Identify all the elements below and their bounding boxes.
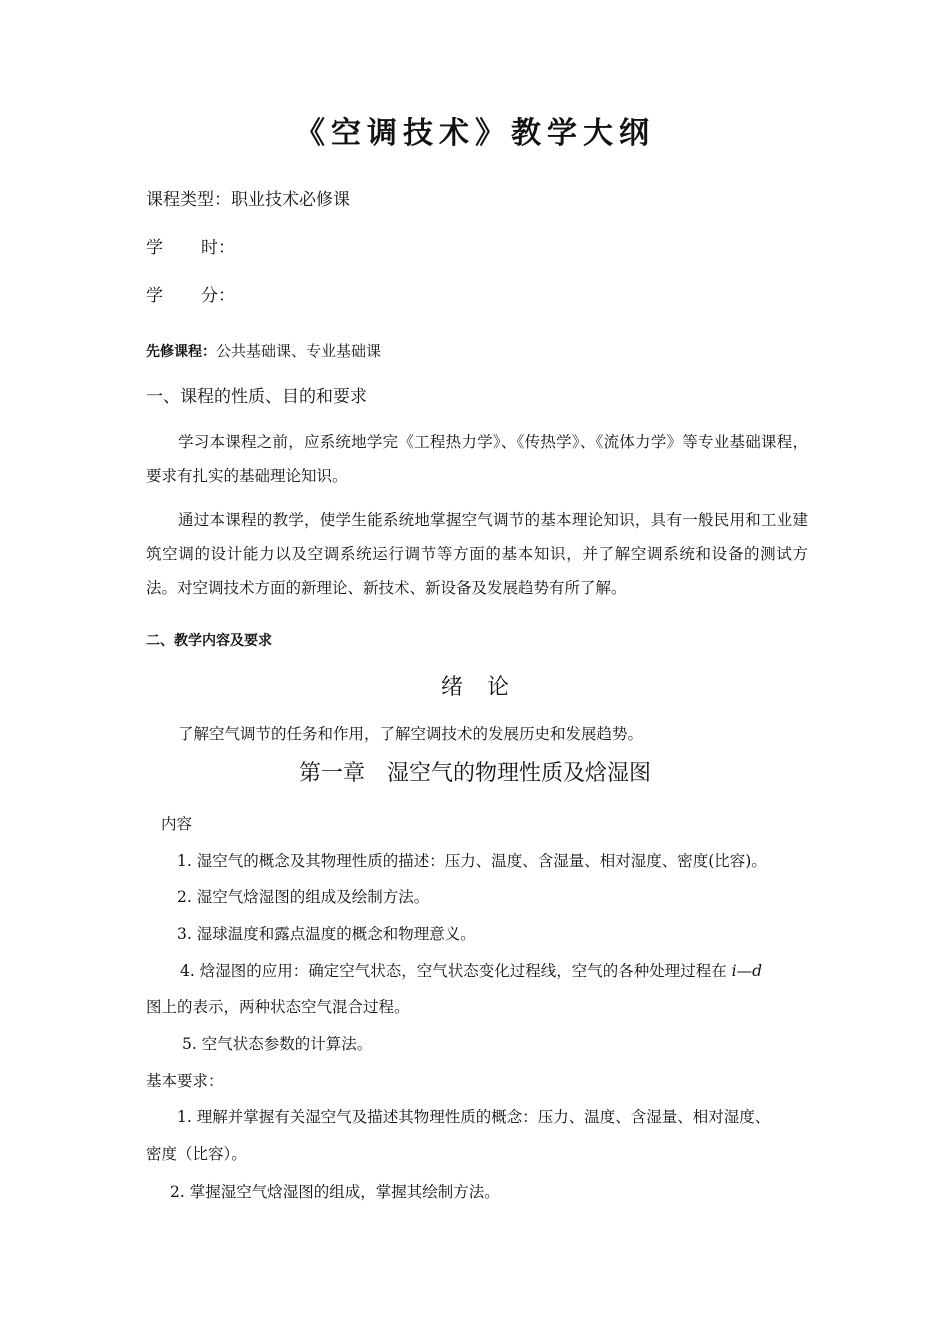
hours-label-second: 时： [201, 238, 235, 258]
course-type-line [146, 185, 350, 210]
requirement-item-2: 2. 掌握湿空气焓湿图的组成，掌握其绘制方法。 [170, 1183, 500, 1201]
requirement-item-1: 1. 理解并掌握有关湿空气及描述其物理性质的概念：压力、温度、含湿量、相对湿度、 [177, 1108, 771, 1126]
content-label: 内容 [161, 815, 193, 833]
requirement-item-1-continuation: 密度（比容）。 [146, 1145, 247, 1163]
content-item-5: 5. 空气状态参数的计算法。 [182, 1035, 373, 1053]
prerequisite-value: 公共基础课、专业基础课 [216, 342, 382, 360]
section2-heading: 二、教学内容及要求 [146, 633, 272, 649]
prerequisite-label: 先修课程： [146, 344, 216, 360]
content-item-2: 2. 湿空气焓湿图的组成及绘制方法。 [177, 888, 430, 906]
credits-line [146, 281, 235, 306]
section1-paragraph-2: 通过本课程的教学，使学生能系统地掌握空气调节的基本理论知识，具有一般民用和工业建筑空调的设计能力以及空调系统运行调节等方面的基本知识，并了解空调系统和设备的测试方法。对空调技术方面的新理论、新技术、新设备及发展趋势有所了解。 [146, 511, 808, 597]
intro-heading: 绪论 [440, 675, 533, 700]
content-item-1: 1. 湿空气的概念及其物理性质的描述：压力、温度、含湿量、相对湿度、密度(比容)。 [177, 852, 767, 870]
chapter1-heading: 第一章 湿空气的物理性质及焓湿图 [298, 761, 651, 786]
content-item-3: 3. 湿球温度和露点温度的概念和物理意义。 [177, 925, 476, 943]
section1-paragraph-1: 学习本课程之前，应系统地学完《工程热力学》、《传热学》、《流体力学》等专业基础课程，要求有扎实的基础理论知识。 [146, 433, 808, 485]
credits-label-second: 分： [201, 286, 235, 306]
requirements-label: 基本要求： [146, 1072, 224, 1090]
hours-label-first: 学 [146, 238, 163, 258]
intro-text: 了解空气调节的任务和作用，了解空调技术的发展历史和发展趋势。 [178, 725, 644, 743]
content-item-4 [180, 959, 762, 981]
hours-line [146, 233, 235, 258]
section1-heading: 一、课程的性质、目的和要求 [146, 387, 367, 407]
document-title: 《空调技术》教学大纲 [295, 116, 655, 151]
prerequisite-line [146, 340, 381, 361]
content-item-4-text: 4. 焓湿图的应用：确定空气状态，空气状态变化过程线，空气的各种处理过程在 [180, 962, 727, 980]
course-type-value: 职业技术必修课 [231, 190, 350, 210]
course-type-label: 课程类型： [146, 190, 231, 210]
content-item-4-symbol: i—d [731, 962, 763, 980]
credits-label-first: 学 [146, 286, 163, 306]
content-item-4-continuation: 图上的表示，两种状态空气混合过程。 [146, 998, 410, 1016]
